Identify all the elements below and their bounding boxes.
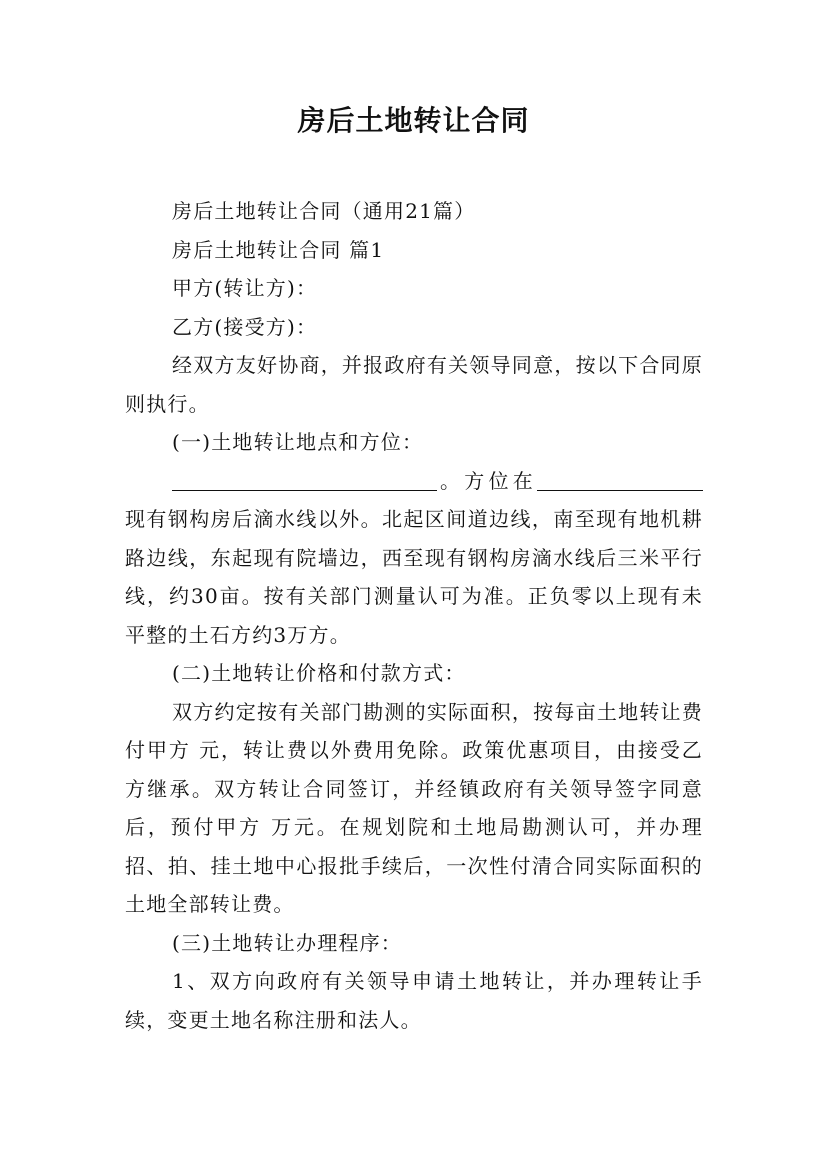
- party-a-line: 甲方(转让方)：: [172, 276, 318, 300]
- clause-3-item-1: 1、双方向政府有关领导申请土地转让，并办理转让手续，变更土地名称注册和法人。: [125, 969, 703, 1032]
- clause-2-heading: (二)土地转让价格和付款方式：: [172, 661, 466, 685]
- subtitle: 房后土地转让合同（通用21篇）: [172, 199, 476, 223]
- clause-1-body-text: 现有钢构房后滴水线以外。北起区间道边线，南至现有地机耕路边线，东起现有院墙边，西至现有钢构房滴水线后三米平行线，约30亩。按有关部门测量认可为准。正负零以上现有未平整的土石方约3万方。: [125, 507, 703, 647]
- location-blank-line: [172, 466, 437, 491]
- direction-blank-line: [537, 466, 703, 491]
- intro-paragraph: 经双方友好协商，并报政府有关领导同意，按以下合同原则执行。: [125, 353, 703, 416]
- clause-1-heading: (一)土地转让地点和方位：: [172, 430, 424, 454]
- clause-2-body: 双方约定按有关部门勘测的实际面积，按每亩土地转让费付甲方 元，转让费以外费用免除。政策优惠项目，由接受乙方继承。双方转让合同签订，并经镇政府有关领导签字同意后，预付甲方 万元。在规划院和土地局勘测认可，并办理招、拍、挂土地中心报批手续后，一次性付清合同实际面积的土地全部转让费。: [125, 699, 703, 916]
- party-b-line: 乙方(接受方)：: [172, 314, 318, 339]
- document-body: [125, 192, 703, 1039]
- document-title: 房后土地转让合同: [297, 104, 530, 137]
- clause-3-heading: (三)土地转让办理程序：: [172, 930, 403, 955]
- clause-1-location-line: [125, 462, 703, 655]
- section-heading: 房后土地转让合同 篇1: [172, 237, 385, 262]
- clause-1-mid-text: 。方位在: [437, 468, 537, 493]
